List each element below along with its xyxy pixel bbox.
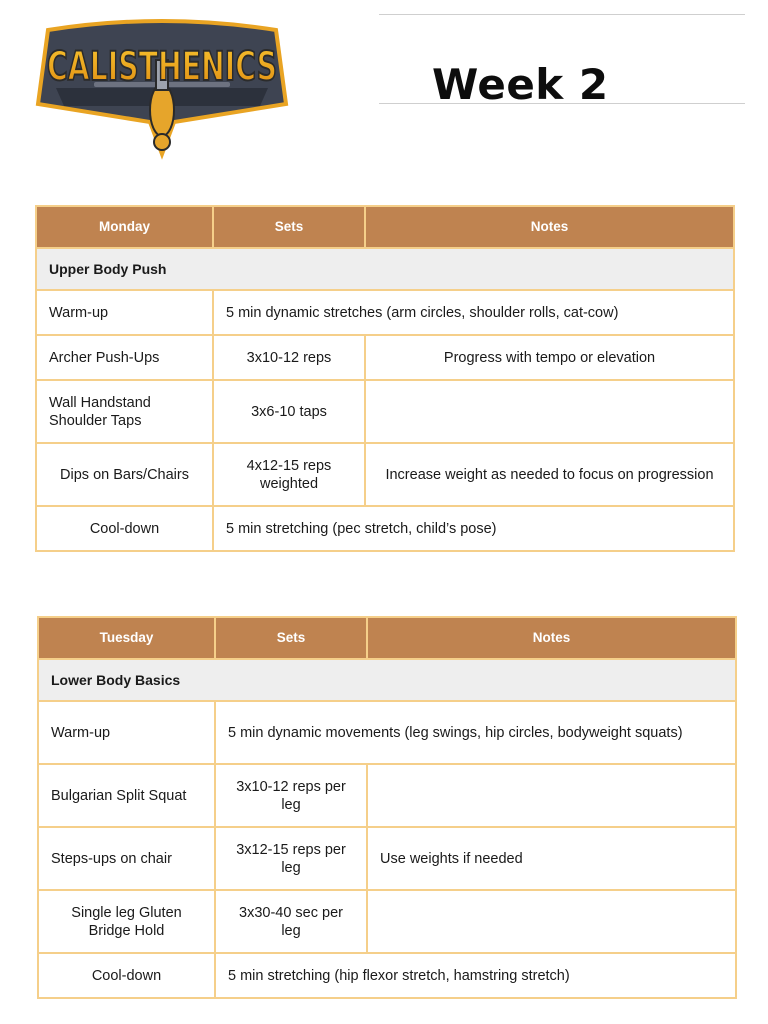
exercise-cell: Cool-down	[38, 953, 215, 998]
table-row	[38, 827, 736, 890]
section-row	[36, 248, 734, 290]
logo-text: CALISTHENICS	[47, 44, 277, 90]
sets-cell: 3x30-40 sec per leg	[215, 890, 367, 953]
exercise-cell: Archer Push-Ups	[36, 335, 213, 380]
notes-cell	[365, 380, 734, 443]
calisthenics-logo	[34, 18, 290, 158]
monday-table	[35, 205, 735, 552]
day-header: Tuesday	[38, 617, 215, 659]
notes-cell: Progress with tempo or elevation	[365, 335, 734, 380]
exercise-cell: Cool-down	[36, 506, 213, 551]
exercise-cell: Warm-up	[36, 290, 213, 335]
table-row	[38, 764, 736, 827]
exercise-cell: Warm-up	[38, 701, 215, 764]
tuesday-table	[37, 616, 737, 999]
section-title: Lower Body Basics	[38, 659, 736, 701]
table-row	[38, 890, 736, 953]
header-row	[36, 206, 734, 248]
notes-header: Notes	[365, 206, 734, 248]
notes-cell: Increase weight as needed to focus on progression	[365, 443, 734, 506]
details-cell: 5 min dynamic stretches (arm circles, shoulder rolls, cat-cow)	[213, 290, 734, 335]
sets-cell: 3x10-12 reps	[213, 335, 365, 380]
section-title: Upper Body Push	[36, 248, 734, 290]
sets-cell: 3x12-15 reps per leg	[215, 827, 367, 890]
exercise-cell: Dips on Bars/Chairs	[36, 443, 213, 506]
exercise-cell: Single leg Gluten Bridge Hold	[38, 890, 215, 953]
page-title: Week 2	[432, 60, 609, 109]
sets-header: Sets	[215, 617, 367, 659]
notes-cell	[367, 764, 736, 827]
sets-header: Sets	[213, 206, 365, 248]
table-row	[36, 506, 734, 551]
table-row	[36, 443, 734, 506]
details-cell: 5 min dynamic movements (leg swings, hip circles, bodyweight squats)	[215, 701, 736, 764]
day-header: Monday	[36, 206, 213, 248]
exercise-cell: Bulgarian Split Squat	[38, 764, 215, 827]
notes-cell: Use weights if needed	[367, 827, 736, 890]
details-cell: 5 min stretching (pec stretch, child’s pose)	[213, 506, 734, 551]
sets-cell: 3x10-12 reps per leg	[215, 764, 367, 827]
details-cell: 5 min stretching (hip flexor stretch, hamstring stretch)	[215, 953, 736, 998]
notes-header: Notes	[367, 617, 736, 659]
section-row	[38, 659, 736, 701]
table-row	[36, 380, 734, 443]
sets-cell: 4x12-15 reps weighted	[213, 443, 365, 506]
table-row	[38, 953, 736, 998]
notes-cell	[367, 890, 736, 953]
table-row	[36, 335, 734, 380]
exercise-cell: Steps-ups on chair	[38, 827, 215, 890]
table-row	[38, 701, 736, 764]
sets-cell: 3x6-10 taps	[213, 380, 365, 443]
exercise-cell: Wall Handstand Shoulder Taps	[36, 380, 213, 443]
table-row	[36, 290, 734, 335]
header-row	[38, 617, 736, 659]
